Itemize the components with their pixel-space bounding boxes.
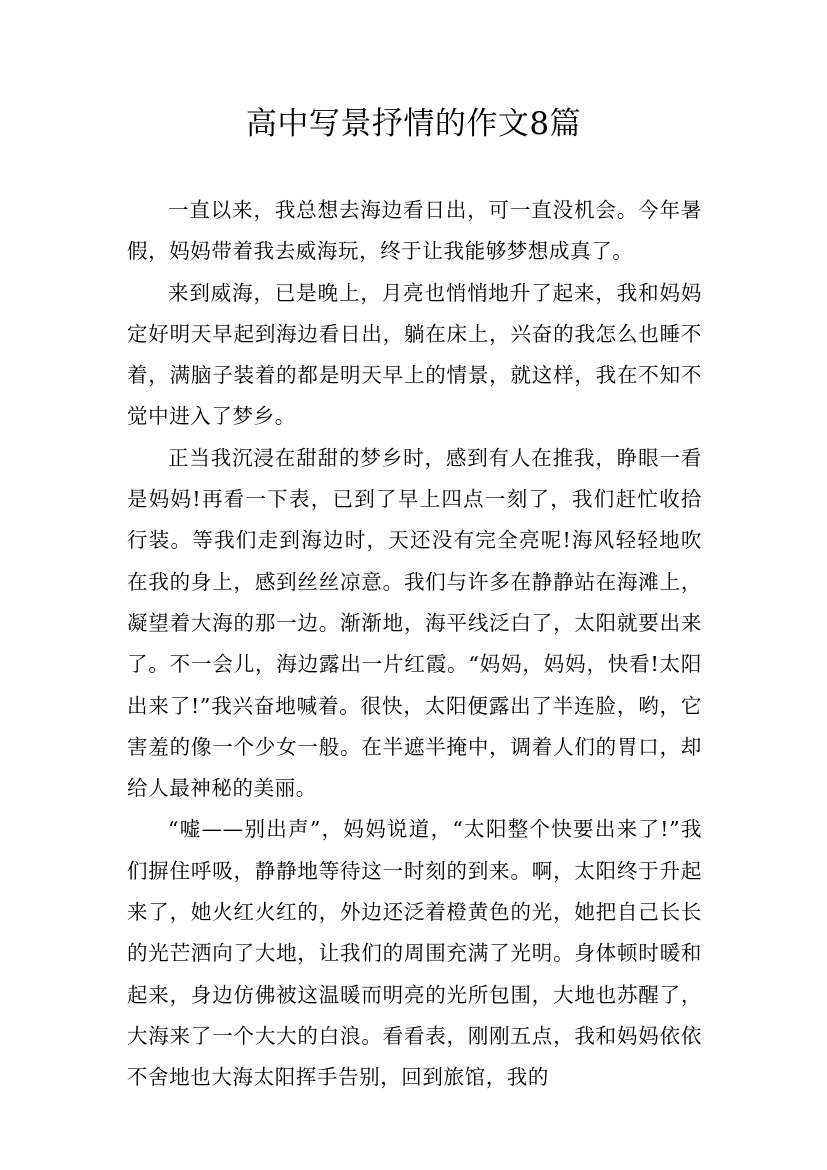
document-body: [127, 190, 702, 1099]
paragraph: 来到威海，已是晚上，月亮也悄悄地升了起来，我和妈妈定好明天早起到海边看日出，躺在床上，兴奋的我怎么也睡不着，满脑子装着的都是明天早上的情景，就这样，我在不知不觉中进入了梦乡。: [127, 280, 702, 429]
paragraph: “嘘——别出声”，妈妈说道，“太阳整个快要出来了!”我们摒住呼吸，静静地等待这一时刻的到来。啊，太阳终于升起来了，她火红火红的，外边还泛着橙黄色的光，她把自己长长的光芒洒向了大地，让我们的周围充满了光明。身体顿时暖和起来，身边仿佛被这温暖而明亮的光所包围，大地也苏醒了，大海来了一个大大的白浪。看看表，刚刚五点，我和妈妈依依不舍地也大海太阳挥手告别，回到旅馆，我的: [127, 817, 702, 1090]
paragraph: 一直以来，我总想去海边看日出，可一直没机会。今年暑假，妈妈带着我去威海玩，终于让我能够梦想成真了。: [127, 198, 702, 264]
paragraph: 正当我沉浸在甜甜的梦乡时，感到有人在推我，睁眼一看是妈妈!再看一下表，已到了早上四点一刻了，我们赶忙收拾行装。等我们走到海边时，天还没有完全亮呢!海风轻轻地吹在我的身上，感到丝丝凉意。我们与许多在静静站在海滩上，凝望着大海的那一边。渐渐地，海平线泛白了，太阳就要出来了。不一会儿，海边露出一片红霞。“妈妈，妈妈，快看!太阳出来了!”我兴奋地喊着。很快，太阳便露出了半连脸，哟，它害羞的像一个少女一般。在半遮半掩中，调着人们的胃口，却给人最神秘的美丽。: [127, 445, 702, 801]
document-title: 高中写景抒情的作文8篇: [245, 106, 582, 142]
